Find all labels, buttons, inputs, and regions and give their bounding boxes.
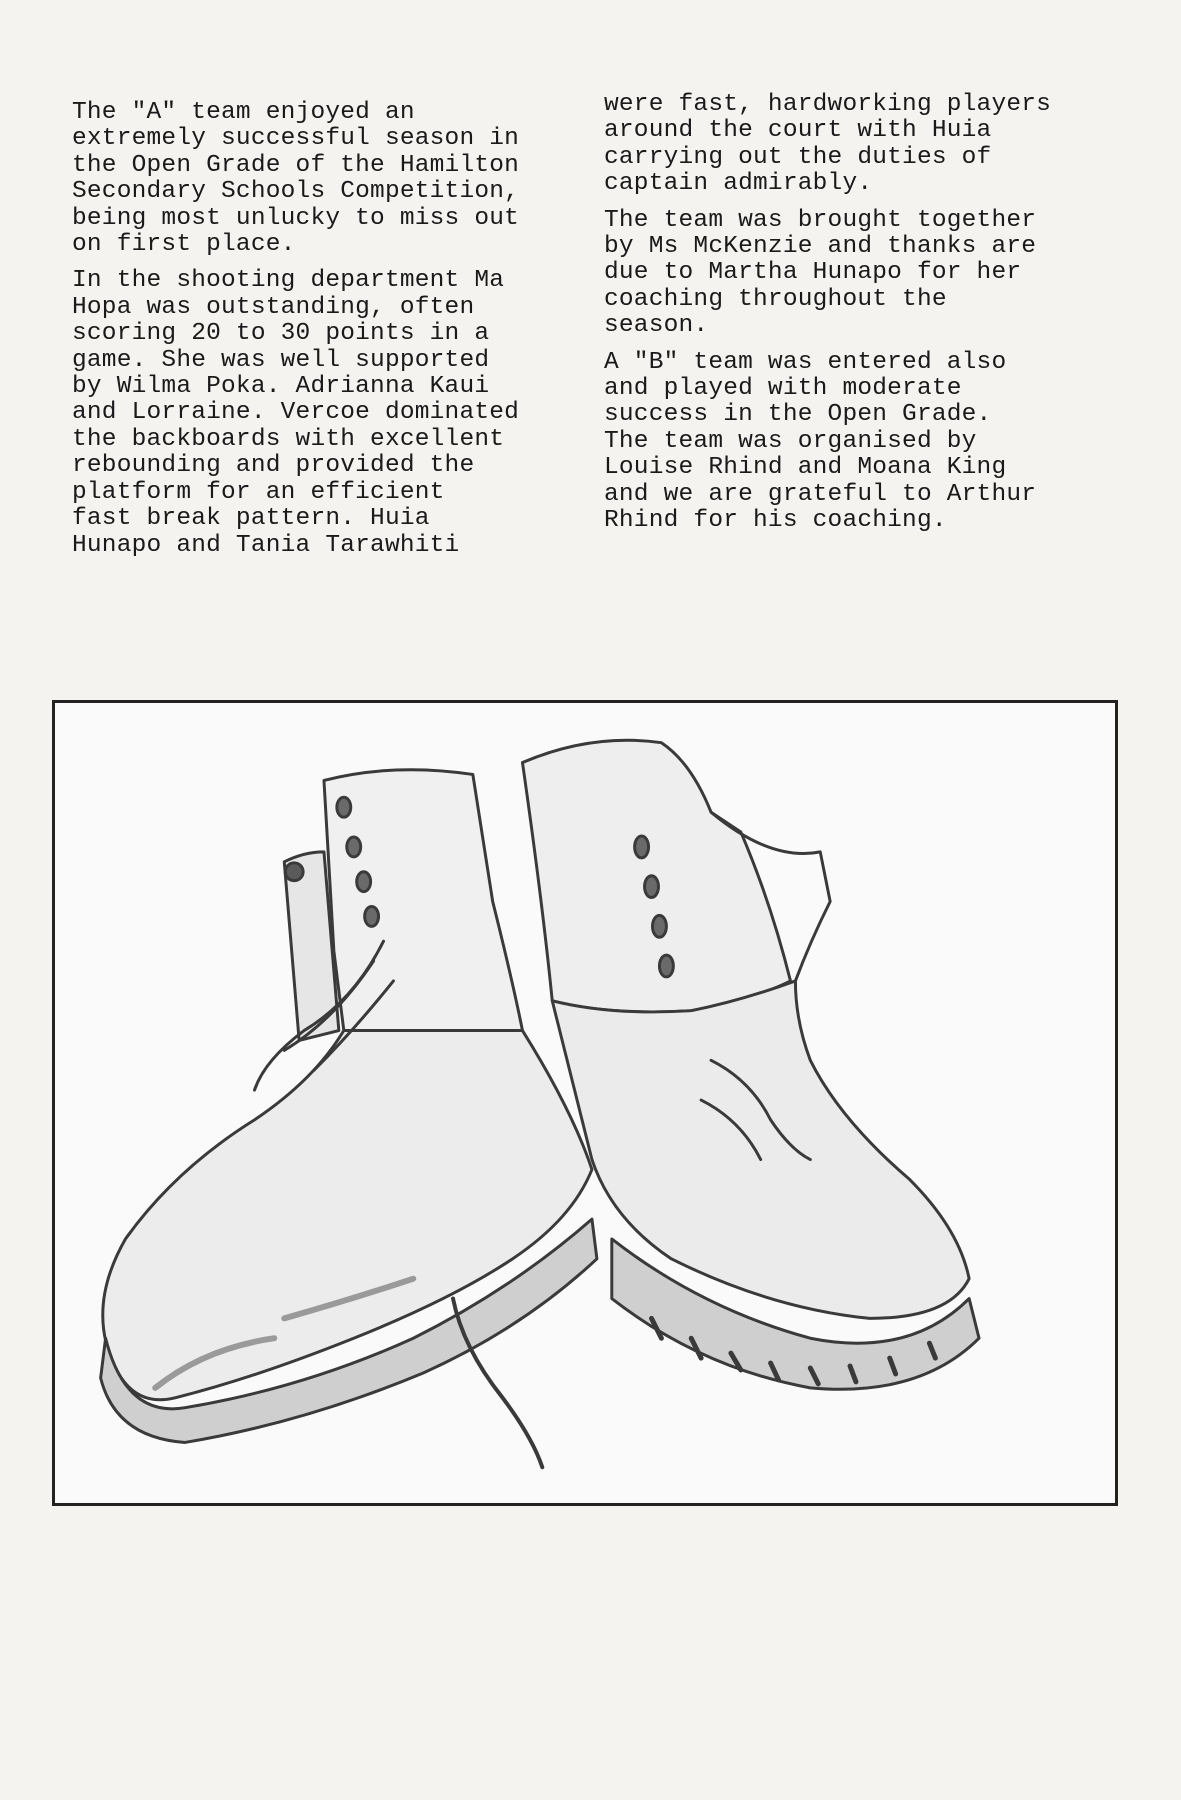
illustration-frame (52, 700, 1118, 1506)
paragraph-shooting: In the shooting department Ma Hopa was outstanding, often scoring 20 to 30 points in a game. She was well supported by Wilma Poka. Adrianna Kaui and Lorraine. Vercoe dominated the backboards with excellent rebounding and provided the platform for an efficient fast break pattern. Huia Hunapo and Tania Tarawhiti (72, 267, 520, 559)
article-right-column (604, 92, 1104, 545)
paragraph-b-team: A "B" team was entered also and played with moderate success in the Open Grade. The team was organised by Louise Rhind and Moana King and we are grateful to Arthur Rhind for his coaching. (604, 348, 1037, 535)
paragraph-coaching: The team was brought together by Ms McKenzie and thanks are due to Martha Hunapo for her coaching throughout the season. (604, 206, 1037, 340)
paragraph-players: were fast, hardworking players around the court with Huia carrying out the duties of captain admirably. (604, 91, 1052, 198)
paragraph-a-team-intro: The "A" team enjoyed an extremely successful season in the Open Grade of the Hamilton Secondary Schools Competition, being most unlucky to miss out on first place. (72, 99, 520, 259)
article-left-column (72, 100, 572, 569)
boots-drawing-icon (55, 703, 1115, 1503)
